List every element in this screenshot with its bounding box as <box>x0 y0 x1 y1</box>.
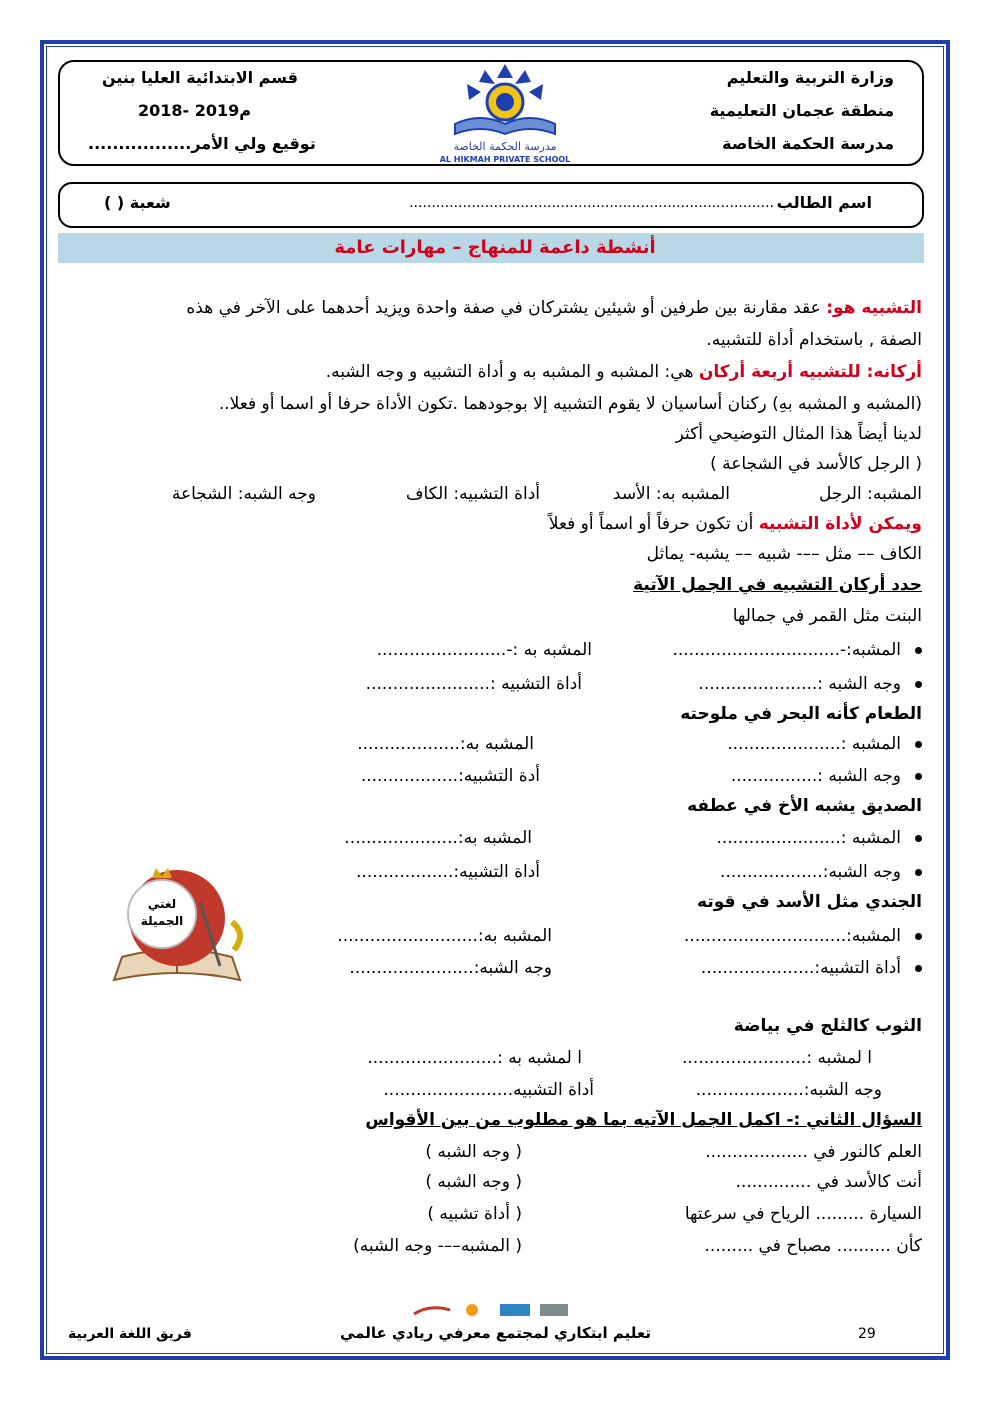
example-tool: أداة التشبيه: الكاف <box>405 484 540 504</box>
badge-text-1: لغتي <box>147 897 177 911</box>
answer-field[interactable]: المشبه به:..................... <box>344 828 532 848</box>
department-name: قسم الابتدائية العليا بنين <box>102 68 298 87</box>
task2-sentence[interactable]: أنت كالأسد في .............. <box>735 1172 922 1192</box>
task2-hint: ( أداة تشبيه ) <box>427 1204 522 1224</box>
answer-field[interactable]: وجه الشبه :...................... <box>698 674 901 694</box>
bullet-icon <box>915 773 922 780</box>
bullet-icon <box>915 681 922 688</box>
answer-field[interactable]: المشبه به :-........................ <box>376 640 592 660</box>
task1-row <box>684 926 922 946</box>
book-icon <box>82 862 272 992</box>
answer-field[interactable]: المشبه:-............................... <box>672 640 901 660</box>
bullet-icon <box>915 741 922 748</box>
task2-sentence[interactable]: السيارة ......... الرياح في سرعتها <box>684 1204 922 1224</box>
task2-sentence[interactable]: كأن .......... مصباح في ......... <box>704 1236 922 1256</box>
parent-signature: توقيع ولي الأمر................. <box>88 134 316 153</box>
answer-field[interactable]: وجه الشبه:....................... <box>349 958 552 978</box>
answer-field[interactable]: وجه الشبه:.................... <box>695 1080 882 1100</box>
example-aspect: وجه الشبه: الشجاعة <box>171 484 316 504</box>
answer-field[interactable]: أداة التشبيه........................ <box>383 1080 594 1100</box>
answer-field[interactable]: وجه الشبه:................... <box>720 862 901 882</box>
ministry-name: وزارة التربية والتعليم <box>726 68 894 87</box>
footer-slogan: تعليم ابتكاري لمجتمع معرفي ريادي عالمي <box>340 1324 651 1342</box>
answer-field[interactable]: المشبه :....................... <box>716 828 901 848</box>
task2-hint: ( وجه الشبه ) <box>425 1172 522 1192</box>
task1-row <box>731 766 922 786</box>
task1-row <box>672 640 922 660</box>
task1-sentence-4: الجندي مثل الأسد في قوته <box>697 892 922 912</box>
task1-sentence-1: البنت مثل القمر في جمالها <box>732 606 922 626</box>
bullet-icon <box>915 933 922 940</box>
task2-sentence[interactable]: العلم كالنور في ................... <box>705 1142 922 1162</box>
definition-line-2: الصفة , باستخدام أداة للتشبيه. <box>706 330 922 350</box>
task2-title: السؤال الثاني :- اكمل الجمل الآتيه بما هو مطلوب من بين الأقواس <box>365 1110 922 1130</box>
section-field[interactable]: شعبة ( ) <box>104 193 171 212</box>
answer-field[interactable]: ا لمشبه :....................... <box>682 1048 872 1068</box>
answer-field[interactable]: المشبه :..................... <box>727 734 901 754</box>
partner-logos-icon <box>410 1300 580 1320</box>
pillars-line <box>326 362 922 382</box>
task2-hint: ( المشبه––- وجه الشبه) <box>353 1236 522 1256</box>
school-year: 2018- 2019م <box>138 101 252 120</box>
student-name-label: اسم الطالب <box>776 193 872 212</box>
answer-field[interactable]: أداة التشبيه:.................. <box>356 862 540 882</box>
page-number: 29 <box>858 1326 876 1342</box>
answer-field[interactable]: المشبه به:................... <box>357 734 534 754</box>
task1-row <box>720 862 922 882</box>
footer-team: فريق اللغة العربية <box>68 1326 192 1342</box>
arabic-language-badge <box>82 862 272 992</box>
task1-sentence-5: الثوب كالثلج في بياضة <box>733 1016 922 1036</box>
footer-logos <box>410 1300 580 1320</box>
definition-line <box>186 298 922 318</box>
task1-title: حدد أركان التشبيه في الجمل الآتية <box>633 575 922 595</box>
example-mushabbah-bih: المشبه به: الأسد <box>612 484 730 504</box>
logo-english-text: AL HIKMAH PRIVATE SCHOOL <box>439 155 571 164</box>
bullet-icon <box>915 835 922 842</box>
tools-list: الكاف –– مثل ––- شبيه –– يشبه- يماثل <box>646 544 922 564</box>
task1-row <box>698 674 922 694</box>
bullet-icon <box>915 965 922 972</box>
answer-field[interactable]: ا لمشبه به :........................ <box>367 1048 582 1068</box>
answer-field[interactable]: أدة التشبيه:.................. <box>360 766 540 786</box>
zone-name: منطقة عجمان التعليمية <box>709 101 894 120</box>
school-name: مدرسة الحكمة الخاصة <box>722 134 894 153</box>
task2-hint: ( وجه الشبه ) <box>425 1142 522 1162</box>
pillars-explanation: (المشبه و المشبه بهِ) ركنان أساسيان لا يقوم التشبيه إلا بوجودهما .تكون الأداة حرفا أو اسما أو فعلا.. <box>218 394 922 414</box>
tool-line <box>549 514 922 534</box>
task1-row <box>716 828 922 848</box>
school-logo <box>425 62 585 166</box>
answer-field[interactable]: أداة التشبيه:..................... <box>700 958 901 978</box>
task1-sentence-2: الطعام كأنه البحر في ملوحته <box>680 704 922 724</box>
definition-label: التشبيه هو: <box>826 298 922 318</box>
answer-field[interactable]: المشبه:.............................. <box>684 926 901 946</box>
task1-sentence-3: الصديق يشبه الأخ في عطفه <box>687 796 922 816</box>
student-name-field[interactable]: .................................................................................. <box>409 195 774 211</box>
definition-text: عقد مقارنة بين طرفين أو شيئين يشتركان في صفة واحدة ويزيد أحدهما على الآخر في هذه <box>186 298 827 318</box>
example-mushabbah: المشبه: الرجل <box>819 484 922 504</box>
answer-field[interactable]: المشبه به:.......................... <box>337 926 552 946</box>
pillars-text: هي: المشبه و المشبه به و أداة التشبيه و وجه الشبه. <box>325 362 699 382</box>
example-intro: لدينا أيضاً هذا المثال التوضيحي أكثر <box>675 424 922 444</box>
school-logo-icon <box>425 62 585 166</box>
task1-row <box>701 958 922 978</box>
answer-field[interactable]: أداة التشبيه :....................... <box>365 674 582 694</box>
bullet-icon <box>915 869 922 876</box>
bullet-icon <box>915 647 922 654</box>
tool-label: ويمكن لأداة التشبيه <box>758 514 922 534</box>
logo-arabic-text: مدرسة الحكمة الخاصة <box>453 140 557 153</box>
task1-row <box>727 734 922 754</box>
tool-text: أن تكون حرفاً أو اسماً أو فعلاً <box>548 514 759 534</box>
banner-title: أنشطة داعمة للمنهاج – مهارات عامة <box>334 237 656 258</box>
badge-text-2: الجميلة <box>140 914 184 928</box>
example-sentence: ( الرجل كالأسد في الشجاعة ) <box>710 454 922 474</box>
answer-field[interactable]: وجه الشبه :................ <box>730 766 901 786</box>
pillars-label: أركانه: للتشبيه أربعة أركان <box>698 362 922 382</box>
